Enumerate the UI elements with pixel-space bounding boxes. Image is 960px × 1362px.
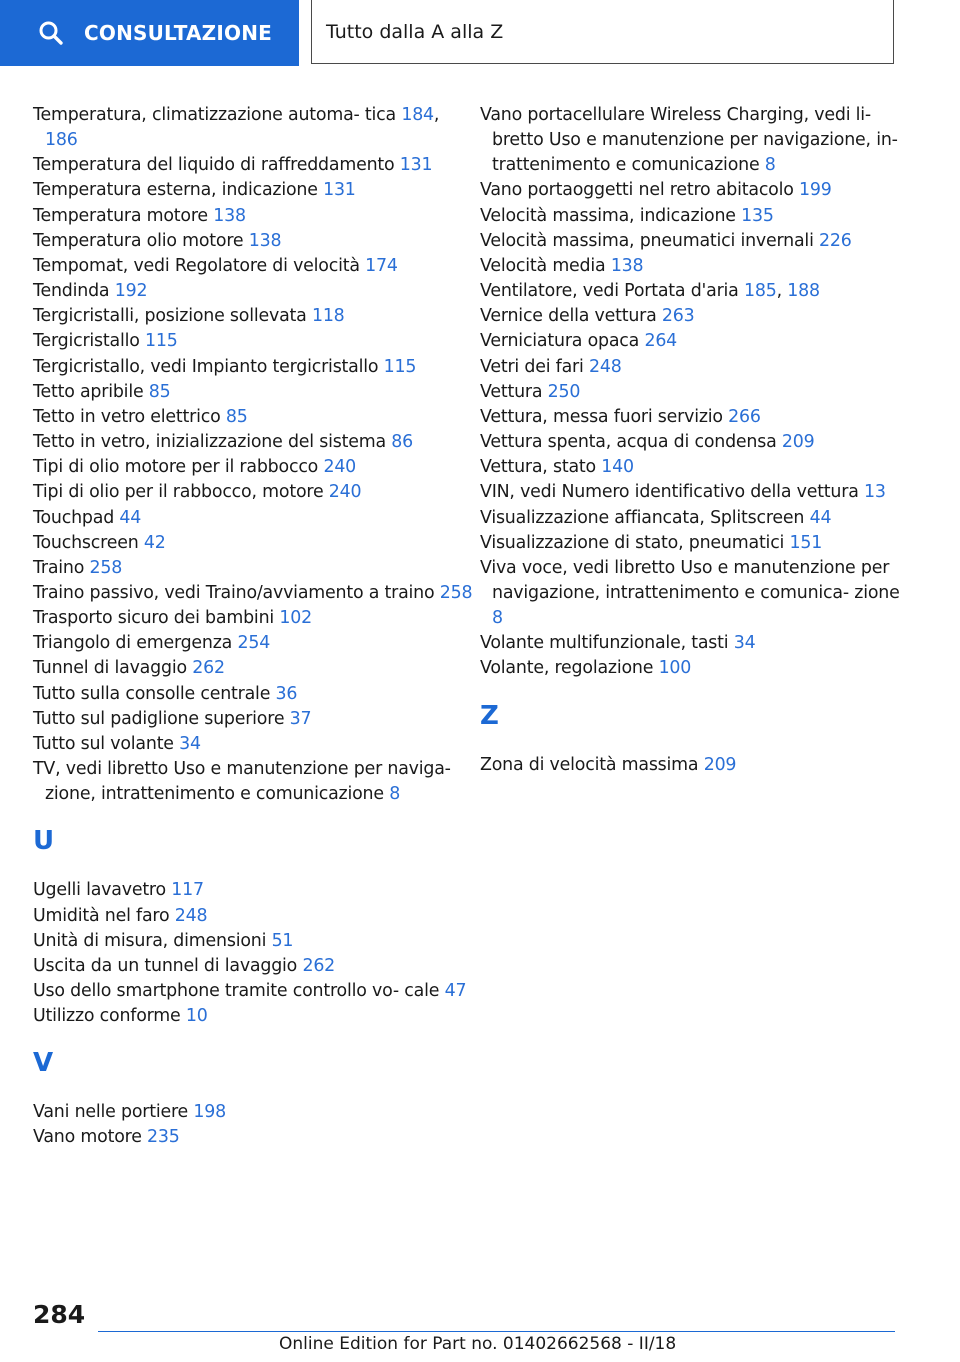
footer-divider — [98, 1331, 895, 1332]
page-ref-link[interactable]: 186 — [45, 130, 78, 151]
page-ref-link[interactable]: 44 — [119, 507, 142, 528]
page-ref-link[interactable]: 209 — [703, 754, 737, 775]
index-entry-term: Volante, regolazione — [480, 658, 659, 679]
index-entry — [33, 405, 473, 430]
index-entry-term: Tergicristallo, vedi Impianto tergicristallo — [33, 356, 384, 377]
page-ref-separator: , — [433, 105, 440, 125]
page-ref-link[interactable]: 42 — [143, 532, 166, 553]
page-ref-link[interactable]: 138 — [610, 255, 644, 276]
index-entry — [33, 430, 473, 455]
page-ref-link[interactable]: 262 — [192, 658, 225, 679]
index-entry-term: Zona di velocità massima — [480, 754, 704, 775]
index-entry-term: Velocità massima, indicazione — [480, 205, 742, 226]
index-entry-term: VIN, vedi Numero identificativo della vettura — [480, 482, 864, 503]
index-entry — [33, 355, 473, 380]
edition-note: Online Edition for Part no. 01402662568 - II/18 — [279, 1334, 677, 1354]
page-ref-link[interactable]: 226 — [819, 230, 852, 251]
index-entry-term: Tutto sul volante — [33, 733, 180, 754]
index-entry-term: Triangolo di emergenza — [33, 633, 238, 654]
page-ref-link[interactable]: 240 — [328, 482, 362, 503]
page-ref-link[interactable]: 118 — [311, 306, 345, 327]
index-entry-term: Tutto sul padiglione superiore — [33, 708, 290, 729]
page-ref-link[interactable]: 138 — [248, 230, 282, 251]
index-entry — [33, 204, 473, 229]
index-entry-term: Vettura spenta, acqua di condensa — [480, 432, 782, 453]
index-entry — [33, 380, 473, 405]
page-ref-link[interactable]: 115 — [145, 331, 178, 352]
page-ref-link[interactable]: 115 — [383, 356, 417, 377]
page-ref-link[interactable]: 250 — [547, 381, 581, 402]
index-letter-heading: V — [33, 1048, 54, 1079]
index-entry-term: Visualizzazione affiancata, Splitscreen — [480, 507, 810, 528]
page-ref-link[interactable]: 37 — [289, 708, 312, 729]
breadcrumb[interactable] — [311, 0, 894, 64]
index-entry — [480, 329, 900, 354]
index-entry-term: Temperatura motore — [33, 205, 214, 226]
page-ref-link[interactable]: 85 — [148, 381, 171, 402]
index-entry — [33, 606, 473, 631]
page-ref-link[interactable]: 34 — [733, 633, 756, 654]
index-entry-term: Tunnel di lavaggio — [33, 658, 193, 679]
index-entry — [33, 1004, 473, 1029]
page-ref-link[interactable]: 36 — [275, 683, 298, 704]
index-entry-term: Ugelli lavavetro — [33, 880, 172, 901]
index-entry — [480, 279, 900, 304]
index-entry — [33, 279, 473, 304]
index-entry-term: Traino passivo, vedi Traino/avviamento a traino — [33, 582, 440, 603]
index-entry — [33, 229, 473, 254]
page-ref-link[interactable]: 258 — [439, 582, 473, 603]
page-ref-link[interactable]: 47 — [444, 981, 467, 1001]
index-entry-term: Utilizzo conforme — [33, 1006, 186, 1027]
page-ref-link[interactable]: 185 — [743, 281, 777, 302]
page-ref-link[interactable]: 135 — [741, 205, 774, 226]
index-entry-term: Viva voce, vedi libretto Uso e manutenzione per navigazione, intrattenimento e comunica- zione — [480, 557, 900, 603]
index-entry-term: Tipi di olio per il rabbocco, motore — [33, 482, 329, 503]
page-ref-link[interactable]: 263 — [661, 306, 695, 327]
index-entry — [33, 480, 473, 505]
index-entry-term: TV, vedi libretto Uso e manutenzione per naviga- zione, intrattenimento e comunicazione — [33, 759, 451, 805]
page-ref-link[interactable]: 258 — [89, 557, 123, 578]
page-ref-link[interactable]: 44 — [809, 507, 832, 528]
section-label: CONSULTAZIONE — [84, 21, 273, 45]
page-ref-link[interactable]: 102 — [279, 608, 312, 629]
consultazione-tab[interactable] — [0, 0, 299, 66]
index-entry-term: Tetto apribile — [33, 381, 149, 402]
page-ref-link[interactable]: 140 — [601, 457, 634, 478]
index-entry — [33, 103, 473, 153]
index-entry — [480, 506, 900, 531]
page-ref-link[interactable]: 188 — [787, 281, 820, 302]
page-ref-link[interactable]: 240 — [323, 457, 357, 478]
page-ref-link[interactable]: 34 — [179, 733, 201, 754]
index-entry-term: Touchscreen — [33, 532, 144, 553]
index-entry-term: Tetto in vetro elettrico — [33, 406, 226, 427]
index-entry — [33, 1100, 473, 1125]
page-ref-link[interactable]: 199 — [799, 180, 832, 201]
page-ref-link[interactable]: 131 — [399, 155, 433, 176]
page-header — [0, 0, 960, 66]
index-entry — [480, 380, 900, 405]
index-entry — [33, 178, 473, 203]
page-ref-link[interactable]: 13 — [863, 482, 886, 503]
index-entry-term: Temperatura del liquido di raffreddamento — [33, 155, 400, 176]
index-entry-term: Vettura — [480, 381, 548, 402]
index-entry — [33, 581, 473, 606]
index-entry-term: Vano motore — [33, 1127, 148, 1148]
index-entry-term: Vettura, stato — [480, 457, 602, 478]
index-entry-term: Umidità nel faro — [33, 905, 175, 926]
index-entry — [33, 904, 473, 929]
index-entry — [480, 355, 900, 380]
page-ref-link[interactable]: 262 — [302, 955, 336, 976]
page-ref-link[interactable]: 85 — [225, 406, 248, 427]
index-entry-term: Velocità massima, pneumatici invernali — [480, 230, 820, 251]
index-entry — [33, 304, 473, 329]
page-ref-link[interactable]: 266 — [728, 406, 761, 427]
index-entry-term: Verniciatura opaca — [480, 331, 645, 352]
index-entry — [480, 753, 900, 778]
index-entry — [480, 631, 900, 656]
breadcrumb-label: Tutto dalla A alla Z — [326, 20, 504, 43]
page-ref-link[interactable]: 248 — [174, 905, 208, 926]
index-letter-heading: U — [33, 826, 55, 857]
index-entry — [480, 304, 900, 329]
index-entry — [33, 732, 473, 757]
index-entry — [480, 531, 900, 556]
index-entry — [33, 329, 473, 354]
index-entry — [480, 480, 900, 505]
page-ref-link[interactable]: 254 — [237, 633, 271, 654]
index-entry-term: Ventilatore, vedi Portata d'aria — [480, 281, 744, 302]
index-entry — [480, 430, 900, 455]
index-entry — [480, 254, 900, 279]
index-entry-term: Visualizzazione di stato, pneumatici — [480, 532, 790, 553]
index-entry — [480, 204, 900, 229]
page-ref-link[interactable]: 174 — [365, 255, 398, 276]
index-entry — [480, 556, 900, 631]
index-entry-term: Vano portaoggetti nel retro abitacolo — [480, 180, 800, 201]
index-entry — [33, 929, 473, 954]
index-column-right — [480, 103, 900, 778]
index-entry — [33, 707, 473, 732]
index-entry-term: Velocità media — [480, 255, 611, 276]
page-ref-link[interactable]: 8 — [492, 608, 503, 629]
index-entry — [33, 531, 473, 556]
index-entry-term: Vano portacellulare Wireless Charging, vedi li- bretto Uso e manutenzione per navigazione, in- trattenimento e comunicazione — [480, 105, 898, 176]
index-entry — [480, 229, 900, 254]
index-entry-term: Tergicristalli, posizione sollevata — [33, 306, 312, 327]
index-entry-term: Tutto sulla consolle centrale — [33, 683, 276, 704]
page-ref-link[interactable]: 86 — [391, 432, 413, 453]
index-entry — [33, 656, 473, 681]
page-ref-link[interactable]: 184 — [401, 105, 434, 125]
index-entry — [33, 757, 473, 807]
index-letter-heading: Z — [480, 700, 499, 731]
index-entry — [33, 455, 473, 480]
index-entry-term: Traino — [33, 557, 90, 578]
index-entry-term: Uso dello smartphone tramite controllo vo- cale — [33, 981, 445, 1001]
page-ref-link[interactable]: 100 — [658, 658, 692, 679]
page-ref-link[interactable]: 209 — [781, 432, 815, 453]
index-entry-term: Unità di misura, dimensioni — [33, 930, 272, 951]
index-entry — [33, 631, 473, 656]
page-ref-link[interactable]: 8 — [389, 784, 401, 805]
page-ref-link[interactable]: 248 — [588, 356, 622, 377]
index-entry — [33, 153, 473, 178]
page-ref-separator: , — [776, 281, 788, 302]
index-entry — [480, 405, 900, 430]
index-entry-term: Trasporto sicuro dei bambini — [33, 608, 280, 629]
index-entry — [33, 682, 473, 707]
index-entry — [33, 979, 473, 1004]
index-entry-term: Vetri dei fari — [480, 356, 589, 377]
index-entry-term: Vani nelle portiere — [33, 1102, 194, 1123]
index-column-left — [33, 103, 473, 1151]
page-ref-link[interactable]: 192 — [114, 281, 148, 302]
index-entry — [480, 103, 900, 178]
index-entry-term: Tendinda — [33, 281, 115, 302]
page-ref-link[interactable]: 117 — [171, 880, 204, 901]
index-entry-term: Tetto in vetro, inizializzazione del sistema — [33, 432, 392, 453]
page-ref-link[interactable]: 151 — [789, 532, 823, 553]
index-entry-term: Tergicristallo — [33, 331, 145, 352]
index-entry-term: Touchpad — [33, 507, 120, 528]
index-entry — [480, 656, 900, 681]
page-ref-link[interactable]: 198 — [193, 1102, 226, 1123]
index-entry-term: Temperatura, climatizzazione automa- tica — [33, 105, 402, 125]
index-entry-term: Volante multifunzionale, tasti — [480, 633, 734, 654]
page-ref-link[interactable]: 51 — [271, 930, 294, 951]
index-entry-term: Tempomat, vedi Regolatore di velocità — [33, 255, 366, 276]
index-entry — [480, 178, 900, 203]
index-entry-term: Temperatura olio motore — [33, 230, 249, 251]
page-ref-link[interactable]: 264 — [644, 331, 678, 352]
page-ref-link[interactable]: 10 — [185, 1006, 208, 1027]
index-entry — [33, 556, 473, 581]
index-entry — [33, 954, 473, 979]
index-entry-term: Vernice della vettura — [480, 306, 662, 327]
index-entry — [33, 878, 473, 903]
page-number: 284 — [33, 1300, 86, 1329]
page-ref-link[interactable]: 138 — [213, 205, 246, 226]
index-entry — [480, 455, 900, 480]
index-entry-term: Temperatura esterna, indicazione — [33, 180, 324, 201]
search-icon — [38, 20, 64, 46]
index-entry — [33, 1125, 473, 1150]
page-ref-link[interactable]: 8 — [764, 155, 776, 176]
index-entry-term: Uscita da un tunnel di lavaggio — [33, 955, 303, 976]
page-ref-link[interactable]: 235 — [147, 1127, 180, 1148]
index-entry-term: Tipi di olio motore per il rabbocco — [33, 457, 324, 478]
index-entry — [33, 254, 473, 279]
page-ref-link[interactable]: 131 — [323, 180, 356, 201]
index-entry — [33, 506, 473, 531]
index-entry-term: Vettura, messa fuori servizio — [480, 406, 729, 427]
